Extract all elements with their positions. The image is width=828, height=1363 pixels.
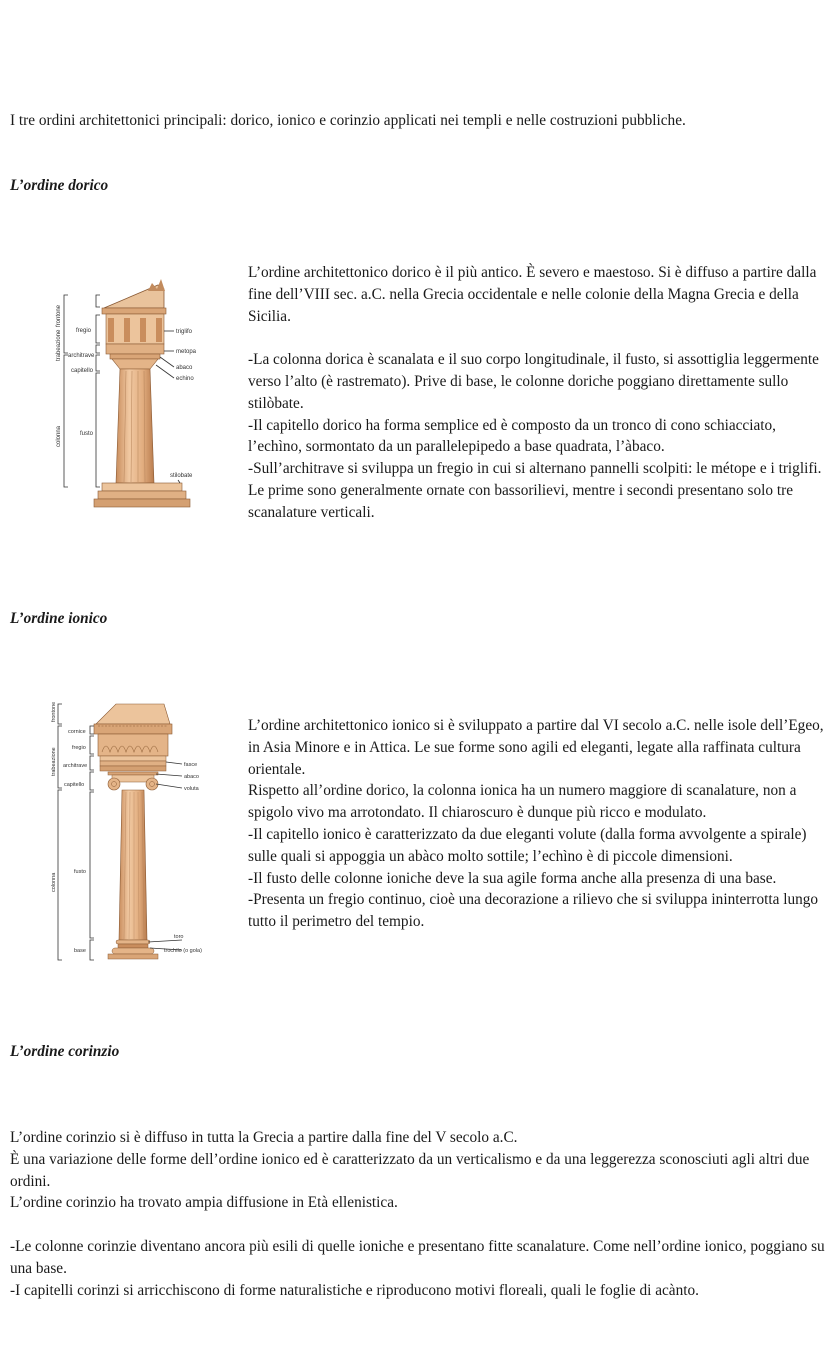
ionic-paragraph: -Il capitello ionico è caratterizzato da due eleganti volute (dalla forma avvolgente a spirale) sulle quali si appoggia un abàco molto sottile; l’echìno è di piccole dimensioni. — [248, 825, 807, 865]
ionic-label-base: base — [74, 948, 86, 954]
ionic-heading: L’ordine ionico — [10, 610, 108, 627]
doric-paragraph: L’ordine architettonico dorico è il più antico. È severo e maestoso. Si è diffuso a partire dalla fine dell’VIII sec. a.C. nella Grecia occidentale e nelle colonie della Magna Grecia e della Sicilia. — [248, 264, 817, 325]
doric-label-metopa: metopa — [176, 349, 197, 355]
ionic-architrave — [100, 756, 166, 771]
ionic-label-fasce: fasce — [184, 762, 198, 768]
doric-label-triglifo: triglifo — [176, 329, 193, 335]
doric-heading: L’ordine dorico — [10, 177, 109, 194]
doric-label-abaco: abaco — [176, 365, 193, 371]
corinthian-heading: L’ordine corinzio — [10, 1043, 120, 1060]
doric-capital — [110, 354, 160, 369]
ionic-pediment — [94, 704, 172, 734]
ionic-frieze — [98, 734, 168, 756]
doric-label-fusto: fusto — [80, 431, 94, 437]
ionic-capital — [108, 772, 158, 790]
ionic-column-figure — [36, 698, 214, 968]
intro-text: I tre ordini architettonici principali: dorico, ionico e corinzio applicati nei templi e nelle costruzioni pubbliche. — [10, 112, 686, 129]
corinthian-text — [10, 1127, 825, 1301]
doric-label-capitello: capitello — [71, 368, 94, 374]
doric-label-echino: echino — [176, 376, 194, 382]
doric-pediment — [104, 279, 165, 308]
doric-label-fregio: fregio — [76, 328, 92, 334]
corinthian-paragraph: -Le colonne corinzie diventano ancora più esili di quelle ioniche e presentano fitte scanalature. Come nell’ordine ionico, poggiano su una base. — [10, 1237, 825, 1277]
doric-shaft — [116, 369, 154, 483]
corinthian-paragraph: L’ordine corinzio ha trovato ampia diffusione in Età ellenistica. — [10, 1194, 398, 1212]
ionic-label-fregio: fregio — [72, 745, 86, 751]
doric-entablature — [102, 308, 166, 354]
ionic-shaft — [119, 790, 147, 940]
ionic-label-fusto: fusto — [74, 869, 86, 875]
doric-text — [248, 262, 826, 524]
doric-paragraph: -Il capitello dorico ha forma semplice ed è composto da un tronco di cono schiacciato, l’echìno, sormontato da un parallelepipedo a base quadrata, l’àbaco. — [248, 416, 776, 456]
doric-label-architrave: architrave — [68, 353, 95, 359]
doric-paragraph: -Sull’architrave si sviluppa un fregio in cui si alternano pannelli scolpiti: le métope e i triglifi. Le prime sono generalmente ornate con bassorilievi, mentre i secondi presentano solo tre scanalature verticali. — [248, 460, 822, 521]
ionic-paragraph: Rispetto all’ordine dorico, la colonna ionica ha un numero maggiore di scanalature, non a spigolo vivo ma arrotondato. Il chiaroscuro è dunque più ricco e modulato. — [248, 782, 797, 822]
ionic-label-voluta: voluta — [184, 786, 199, 792]
ionic-label-cornice: cornice — [68, 729, 86, 735]
ionic-text — [248, 715, 826, 933]
doric-stylobate — [94, 483, 190, 507]
doric-label-colonna: colonna — [56, 425, 62, 447]
doric-paragraph: -La colonna dorica è scanalata e il suo corpo longitudinale, il fusto, si assottiglia leggermente verso l’alto (è rastremato). Prive di base, le colonne doriche poggiano direttamente sullo stilòbate. — [248, 351, 819, 412]
ionic-paragraph: -Il fusto delle colonne ioniche deve la sua agile forma anche alla presenza di una base. — [248, 869, 777, 887]
doric-label-frontone: frontone — [56, 304, 62, 327]
ionic-label-toro: toro — [174, 934, 184, 940]
corinthian-paragraph: -I capitelli corinzi si arricchiscono di forme naturalistiche e riproducono motivi floreali, quali le foglie di acànto. — [10, 1281, 699, 1299]
doric-label-trabeazione: trabeazione — [56, 329, 62, 361]
ionic-base — [108, 940, 158, 959]
corinthian-paragraph: È una variazione delle forme dell’ordine ionico ed è caratterizzato da un verticalismo e da una leggerezza sconosciuti agli altri due ordini. — [10, 1150, 810, 1190]
ionic-label-trabeazione: trabeazione — [51, 747, 57, 776]
ionic-paragraph: -Presenta un fregio continuo, cioè una decorazione a rilievo che si sviluppa ininterrotta lungo tutto il perimetro del tempio. — [248, 891, 819, 931]
ionic-paragraph: L’ordine architettonico ionico si è sviluppato a partire dal VI secolo a.C. nelle isole dell’Egeo, in Asia Minore e in Attica. Le sue forme sono agili ed eleganti, legate alla raffinata cultura orientale. — [248, 717, 824, 778]
ionic-label-capitello: capitello — [64, 782, 85, 788]
ionic-label-trochilo: trochilo (o gola) — [164, 948, 202, 954]
ionic-label-architrave: architrave — [63, 763, 88, 769]
doric-label-stilobate: stilobate — [170, 473, 193, 479]
ionic-label-colonna: colonna — [51, 872, 57, 892]
corinthian-paragraph: L’ordine corinzio si è diffuso in tutta la Grecia a partire dalla fine del V secolo a.C. — [10, 1129, 518, 1146]
ionic-label-frontone: frontone — [51, 701, 57, 722]
ionic-label-abaco: abaco — [184, 774, 199, 780]
doric-column-figure — [40, 275, 225, 525]
